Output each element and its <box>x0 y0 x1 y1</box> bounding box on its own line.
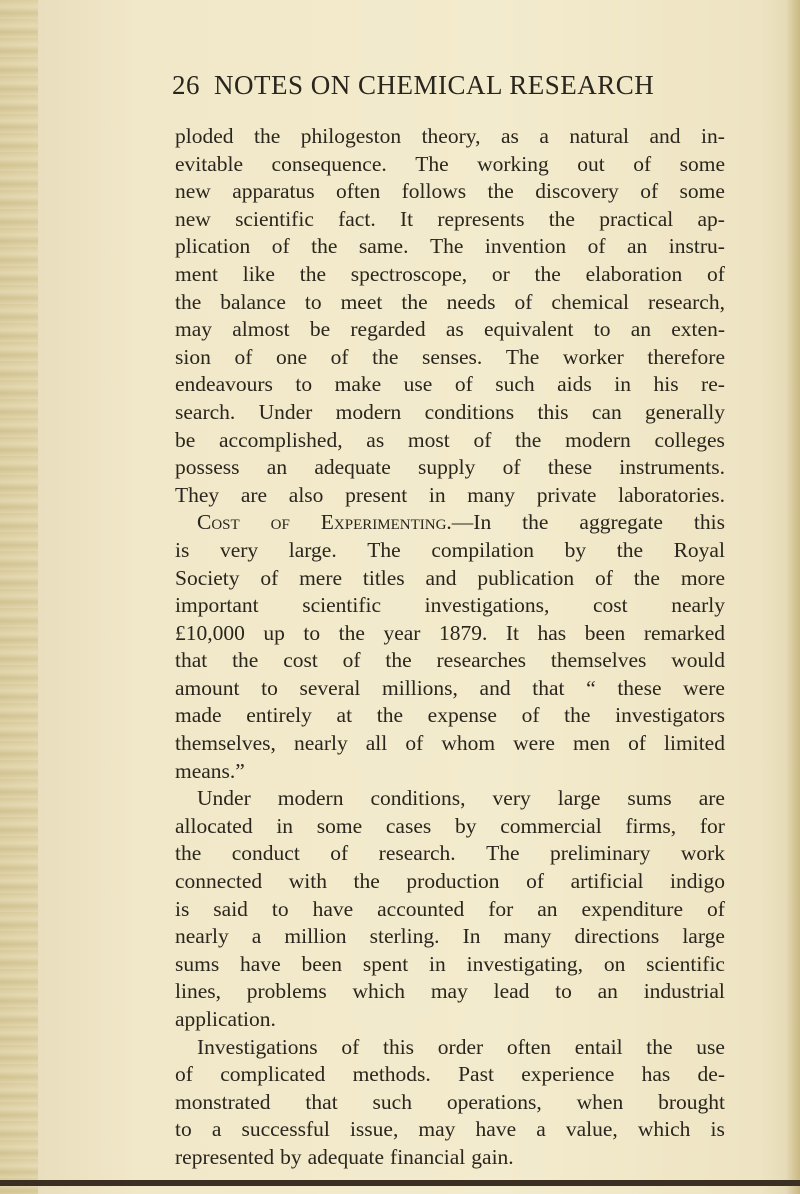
running-title: NOTES ON CHEMICAL RESEARCH <box>214 70 655 100</box>
text-line: the balance to meet the needs of chemical research, <box>175 289 725 314</box>
text-line: £10,000 up to the year 1879. It has been remarked <box>175 620 725 645</box>
text-line: search. Under modern conditions this can generally <box>175 399 725 424</box>
text-line: made entirely at the expense of the investigators <box>175 703 725 728</box>
text-line: application. <box>175 1007 276 1031</box>
text-line: They are also present in many private laboratories. <box>175 482 725 507</box>
text-line: the conduct of research. The preliminary work <box>175 841 725 866</box>
text-line: allocated in some cases by commercial firms, for <box>175 813 725 838</box>
text-line: ment like the spectroscope, or the elaboration of <box>175 261 725 286</box>
text-line: possess an adequate supply of these instruments. <box>175 455 725 480</box>
text-line: endeavours to make use of such aids in his re- <box>175 372 725 397</box>
page-binding-edge <box>0 0 38 1194</box>
text-line: sums have been spent in investigating, on scientific <box>175 951 725 976</box>
text-line: themselves, nearly all of whom were men of limited <box>175 731 725 756</box>
text-line: may almost be regarded as equivalent to an exten- <box>175 317 725 342</box>
text-line: that the cost of the researches themselves would <box>175 648 725 673</box>
page-outer-edge <box>786 0 800 1194</box>
text-line: evitable consequence. The working out of some <box>175 151 725 176</box>
text-line: represented by adequate financial gain. <box>175 1144 514 1169</box>
body-text <box>175 123 725 1172</box>
text-line: amount to several millions, and that “ these were <box>175 675 725 700</box>
running-header <box>172 70 732 110</box>
text-line: connected with the production of artificial indigo <box>175 869 725 894</box>
page-number: 26 <box>172 70 200 100</box>
text-line: be accomplished, as most of the modern colleges <box>175 427 725 452</box>
text-line: of complicated methods. Past experience has de- <box>175 1062 725 1087</box>
text-line: Under modern conditions, very large sums are <box>197 786 725 811</box>
text-line: means.” <box>175 758 245 783</box>
text-line: new apparatus often follows the discovery of some <box>175 179 725 204</box>
text-line: Investigations of this order often entail the use <box>197 1034 725 1059</box>
text-line: new scientific fact. It represents the practical ap- <box>175 206 725 231</box>
text-line: important scientific investigations, cost nearly <box>175 593 725 618</box>
text-line: plication of the same. The invention of an instru- <box>175 234 725 259</box>
text-line: is said to have accounted for an expenditure of <box>175 896 725 921</box>
text-line: nearly a million sterling. In many directions large <box>175 924 725 949</box>
text-line: monstrated that such operations, when brought <box>175 1089 725 1114</box>
text-line: sion of one of the senses. The worker therefore <box>175 344 725 369</box>
text-line: ploded the philogeston theory, as a natural and in- <box>175 124 725 148</box>
text-line: Society of mere titles and publication of the more <box>175 565 725 590</box>
text-line: to a successful issue, may have a value, which is <box>175 1117 725 1142</box>
text-line: lines, problems which may lead to an industrial <box>175 979 725 1004</box>
page-bottom-rule <box>0 1180 800 1186</box>
section-heading-line: Cost of Experimenting.—In the aggregate this <box>197 510 725 535</box>
text-line: is very large. The compilation by the Royal <box>175 537 725 562</box>
